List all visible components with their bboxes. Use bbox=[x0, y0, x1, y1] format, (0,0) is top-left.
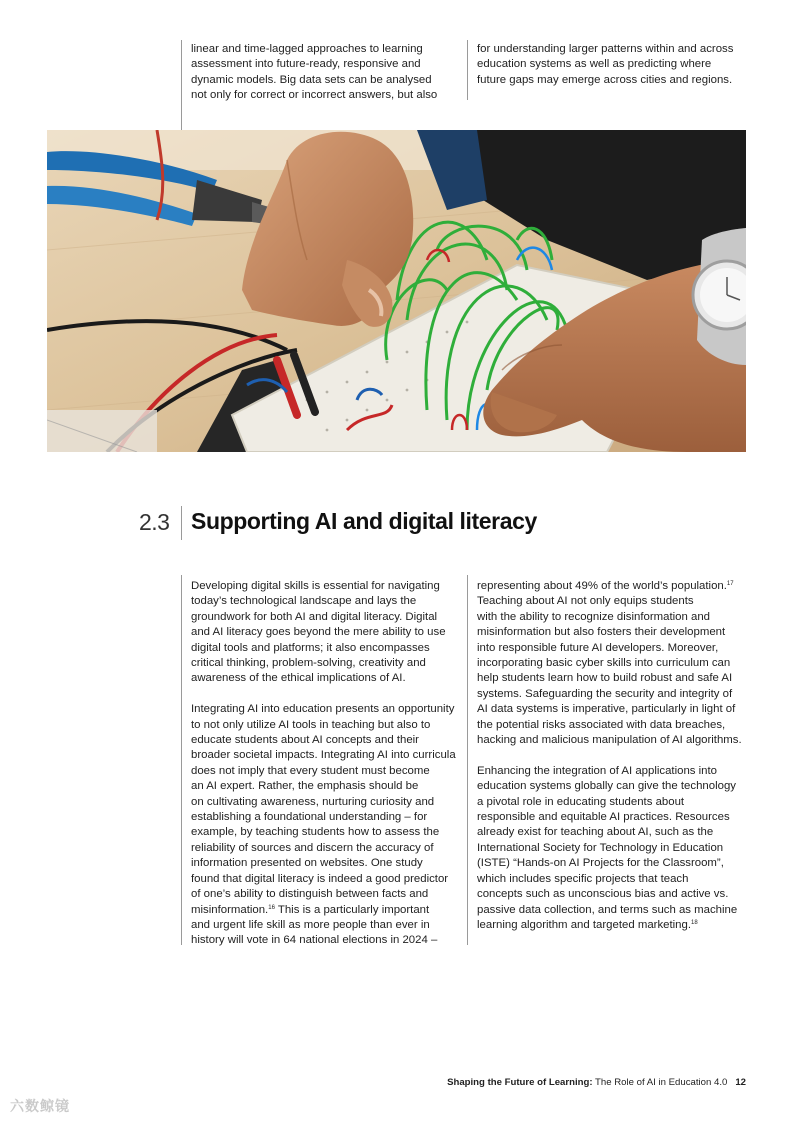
text-line: Developing digital skills is essential for navigating bbox=[191, 580, 440, 592]
text-line: establishing a foundational understanding – for bbox=[191, 811, 428, 824]
text-line: education systems globally can give the technology bbox=[477, 780, 736, 793]
text-line: awareness of the ethical implications of AI. bbox=[191, 672, 406, 685]
text-line: for understanding larger patterns within and across bbox=[477, 43, 734, 55]
top-left-column bbox=[191, 42, 456, 104]
text-line: an AI expert. Rather, the emphasis should be bbox=[191, 780, 419, 793]
text-line: education systems as well as predicting where bbox=[477, 58, 712, 71]
text-line: representing about 49% of the world’s population. bbox=[477, 580, 727, 592]
text-line: to not only utilize AI tools in teaching but also to bbox=[191, 718, 431, 731]
footer-title-rest: The Role of AI in Education 4.0 bbox=[592, 1077, 728, 1088]
text-line: found that digital literacy is indeed a good predictor bbox=[191, 872, 449, 885]
footnote-ref: 16 bbox=[268, 904, 275, 911]
page-footer bbox=[447, 1077, 746, 1088]
text-line: which includes specific projects that teach bbox=[477, 872, 689, 885]
body-left-rule bbox=[181, 575, 182, 945]
text-line: and urgent life skill as more people than ever in bbox=[191, 918, 430, 931]
text-line: responsible and equitable AI practices. Resources bbox=[477, 811, 730, 824]
text-line: learning algorithm and targeted marketing. bbox=[477, 918, 692, 931]
text-line: Integrating AI into education presents an opportunity bbox=[191, 703, 455, 716]
text-line: hacking and malicious manipulation of AI algorithms. bbox=[477, 734, 742, 747]
left-paragraph-1 bbox=[191, 579, 461, 687]
text-line: dynamic models. Big data sets can be analysed bbox=[191, 73, 432, 86]
body-left-column bbox=[191, 579, 461, 964]
text-line: digital tools and platforms; it also encompasses bbox=[191, 641, 430, 654]
text-line: critical thinking, problem-solving, creativity and bbox=[191, 657, 426, 670]
text-line: of one’s ability to distinguish between facts and bbox=[191, 888, 429, 901]
text-line: into responsible future AI developers. Moreover, bbox=[477, 641, 719, 654]
text-line: does not imply that every student must become bbox=[191, 764, 430, 777]
section-number: 2.3 bbox=[139, 509, 170, 535]
text-line: future gaps may emerge across cities and regions. bbox=[477, 73, 733, 86]
text-line: and AI literacy goes beyond the mere ability to use bbox=[191, 626, 446, 639]
text-line: linear and time-lagged approaches to learning bbox=[191, 43, 423, 55]
text-line: (ISTE) “Hands-on AI Projects for the Classroom”, bbox=[477, 857, 724, 870]
right-paragraph-2 bbox=[477, 764, 752, 933]
heading-rule bbox=[181, 506, 182, 540]
text-line: misinformation. bbox=[191, 903, 269, 916]
text-line: already exist for teaching about AI, such as the bbox=[477, 826, 714, 839]
footnote-ref: 17 bbox=[726, 581, 734, 587]
section-title: Supporting AI and digital literacy bbox=[191, 508, 537, 534]
text-line: concepts such as unconscious bias and active vs. bbox=[477, 888, 729, 901]
right-paragraph-1 bbox=[477, 579, 752, 748]
text-line: on cultivating awareness, nurturing curiosity and bbox=[191, 795, 435, 808]
text-line: with the ability to recognize disinformation and bbox=[477, 610, 711, 623]
text-line: information presented on websites. One study bbox=[191, 857, 423, 870]
footer-title-bold: Shaping the Future of Learning: bbox=[447, 1077, 593, 1088]
body-right-rule bbox=[467, 575, 468, 945]
text-line: passive data collection, and terms such as machine bbox=[477, 903, 738, 916]
top-left-rule bbox=[181, 40, 182, 130]
text-line: assessment into future-ready, responsive and bbox=[191, 58, 421, 71]
footnote-ref: 18 bbox=[691, 919, 698, 926]
text-line: the potential risks associated with data breaches, bbox=[477, 718, 726, 731]
text-line: Enhancing the integration of AI applications into bbox=[477, 764, 718, 777]
left-paragraph-2 bbox=[191, 702, 461, 949]
text-line: educate students about AI concepts and their bbox=[191, 734, 419, 747]
text-line: misinformation but also fosters their development bbox=[477, 626, 726, 639]
text-line: groundwork for both AI and digital literacy. Digital bbox=[191, 610, 438, 623]
text-line: Teaching about AI not only equips students bbox=[477, 595, 694, 608]
text-line: systems. Safeguarding the security and integrity of bbox=[477, 687, 733, 700]
text-line: a pivotal role in educating students about bbox=[477, 795, 685, 808]
text-line: history will vote in 64 national elections in 2024 – bbox=[191, 934, 438, 947]
top-right-column bbox=[477, 42, 752, 88]
text-line: not only for correct or incorrect answers, but also bbox=[191, 89, 438, 102]
page-number: 12 bbox=[735, 1077, 746, 1088]
body-right-column bbox=[477, 579, 752, 949]
breadboard-photo bbox=[47, 130, 746, 452]
text-line: International Society for Technology in Education bbox=[477, 841, 724, 854]
text-line: AI data systems is imperative, particularly in light of bbox=[477, 703, 736, 716]
text-line: incorporating basic cyber skills into curriculum can bbox=[477, 657, 731, 670]
text-line: help students learn how to build robust and safe AI bbox=[477, 672, 733, 685]
watermark-logo: 六数鲸镜 bbox=[10, 1098, 70, 1114]
top-right-rule bbox=[467, 40, 468, 100]
text-line: example, by teaching students how to assess the bbox=[191, 826, 440, 839]
text-line: broader societal impacts. Integrating AI into curricula bbox=[191, 749, 456, 762]
text-line: today’s technological landscape and lays the bbox=[191, 595, 417, 608]
text-line: This is a particularly important bbox=[274, 903, 430, 916]
text-line: reliability of sources and discern the accuracy of bbox=[191, 841, 434, 854]
